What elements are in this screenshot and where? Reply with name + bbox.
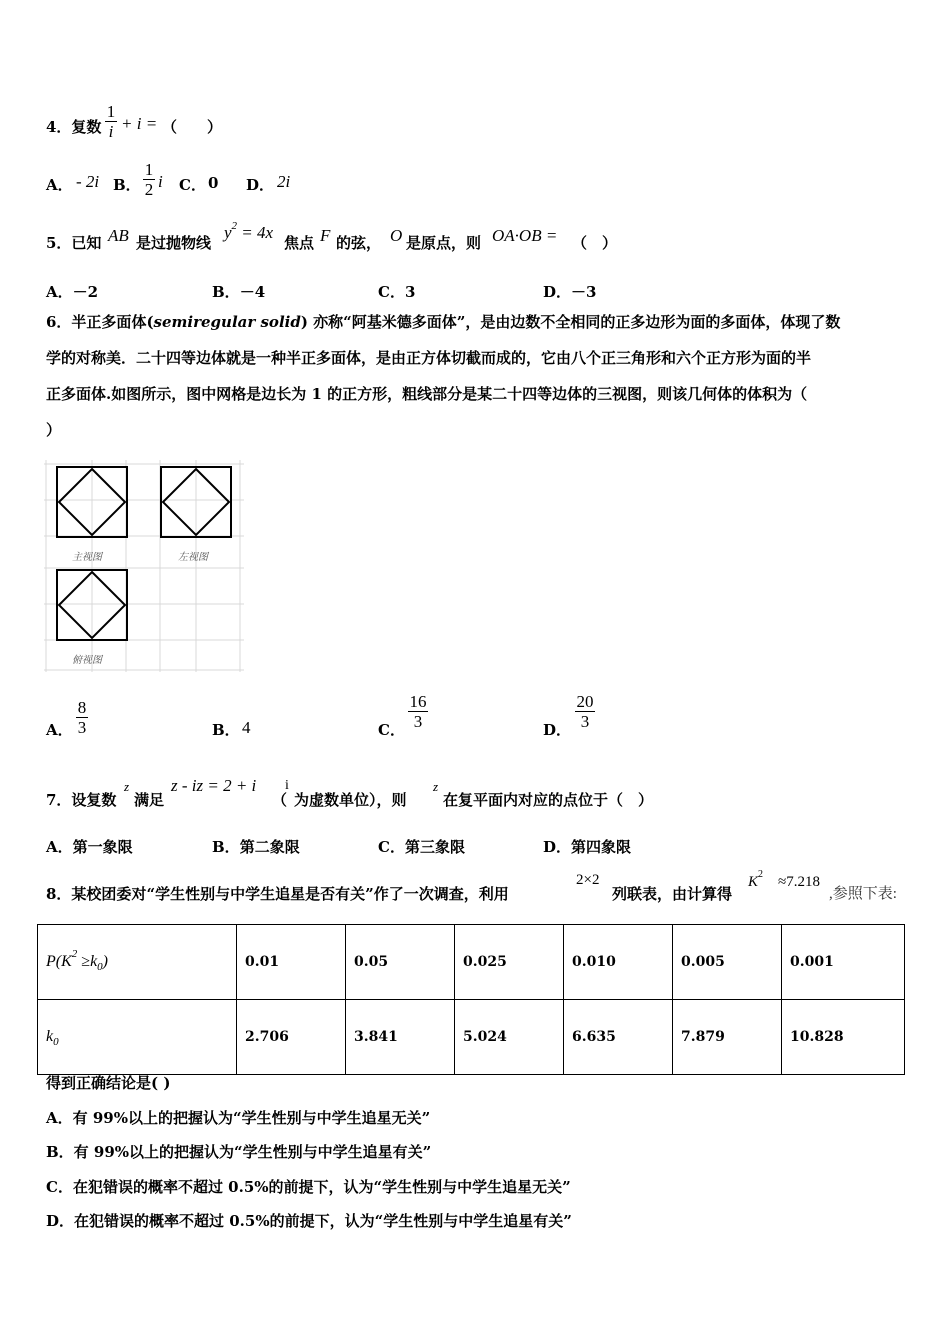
q4-prefix: 4．复数: [46, 118, 102, 136]
table-cell: 5.024: [455, 1000, 564, 1075]
q6-three-view-figure: [44, 460, 244, 672]
q4-paren: （ ）: [162, 118, 223, 136]
q4-option-b-label: B．: [113, 176, 141, 194]
q5-mid1: 是过抛物线: [136, 234, 212, 252]
table-cell: 0.05: [346, 925, 455, 1000]
q7-option-d: D．第四象限: [543, 838, 632, 856]
table-row: [38, 925, 905, 1000]
q5-dot-expression: OA·OB =: [492, 226, 558, 245]
q7-option-c: C．第三象限: [378, 838, 465, 856]
q6-stem: [46, 304, 916, 448]
q7-i-symbol: i: [285, 778, 289, 793]
q7-paren-open: （: [272, 791, 288, 809]
q6-option-d-fraction: 20 3: [576, 692, 594, 731]
q5-option-a: A．－2: [46, 283, 99, 301]
table-cell: 10.828: [782, 1000, 905, 1075]
q5-origin: O: [390, 226, 403, 245]
front-view-caption: 主视图: [72, 552, 102, 563]
q5-option-d: D．－3: [543, 283, 597, 301]
q8-option-a: A．有 99%以上的把握认为“学生性别与中学生追星无关”: [46, 1108, 431, 1127]
q4-option-c-label: C．: [179, 176, 206, 194]
q6-line-3: 正多面体.如图所示，图中网格是边长为 1 的正方形，粗线部分是某二十四等边体的三视图，则该几何体的体积为（: [46, 385, 808, 403]
q5-paren: （ ）: [572, 234, 618, 252]
q6-option-c-fraction: 16 3: [409, 692, 427, 731]
q8-option-c: C．在犯错误的概率不超过 0.5%的前提下，认为“学生性别与中学生追星无关”: [46, 1177, 571, 1196]
q5-option-c: C．3: [378, 283, 416, 301]
table-header-p: $P(K^2 \ge k_0)$: [38, 925, 237, 1000]
table-cell: 2.706: [237, 1000, 346, 1075]
q6-option-c-label: C．: [378, 721, 405, 739]
table-row: [38, 1000, 905, 1075]
q4-option-b-fraction: 1 2: [144, 160, 154, 199]
table-cell: 6.635: [564, 1000, 673, 1075]
q7-mid3: 在复平面内对应的点位于（ ）: [443, 791, 654, 809]
q7-prefix: 7．设复数: [46, 791, 117, 809]
table-cell: 3.841: [346, 1000, 455, 1075]
q4-expression: + i =: [121, 114, 158, 133]
q4-option-c-value: 0: [208, 174, 219, 192]
side-view-caption: 左视图: [178, 552, 208, 563]
q6-line-2: 学的对称美．二十四等边体就是一种半正多面体，是由正方体切截而成的，它由八个正三角形和六个正方形为面的半: [46, 349, 812, 367]
q5-option-b: B．－4: [212, 283, 266, 301]
q7-equation: z - iz = 2 + i: [171, 776, 257, 795]
table-cell: 0.005: [673, 925, 782, 1000]
table-cell: 0.010: [564, 925, 673, 1000]
q4-option-d-value: 2i: [277, 172, 291, 191]
q6-line-1: 6．半正多面体(semiregular solid) 亦称“阿基米德多面体”，是由边数不全相同的正多边形为面的多面体，体现了数: [46, 313, 841, 331]
q8-prefix: 8．某校团委对“学生性别与中学生追星是否有关”作了一次调查，利用: [46, 885, 509, 903]
q5-prefix: 5．已知: [46, 234, 102, 252]
q5-mid3: 的弦，: [336, 234, 382, 252]
q6-option-a-fraction: 8 3: [77, 698, 87, 737]
q4-option-b-tail: i: [158, 172, 163, 191]
q6-option-a-label: A．: [46, 721, 73, 739]
q8-answer-block: [46, 1066, 572, 1239]
q5-focus: F: [320, 226, 331, 245]
q8-option-b: B．有 99%以上的把握认为“学生性别与中学生追星有关”: [46, 1143, 432, 1161]
table-cell: 0.01: [237, 925, 346, 1000]
q8-mid1: 列联表，由计算得: [612, 885, 733, 903]
q4-option-a-label: A．: [46, 176, 73, 194]
q6-option-b-label: B．: [212, 721, 240, 739]
q7-mid1: 满足: [134, 791, 165, 809]
q7-option-a: A．第一象限: [46, 838, 133, 856]
q4-option-d-label: D．: [246, 176, 275, 194]
q8-option-d: D．在犯错误的概率不超过 0.5%的前提下，认为“学生性别与中学生追星有关”: [46, 1212, 572, 1230]
table-cell: 7.879: [673, 1000, 782, 1075]
q6-option-d-label: D．: [543, 721, 572, 739]
q8-conclusion: 得到正确结论是( ): [46, 1074, 171, 1092]
q7-mid2: 为虚数单位），则: [294, 791, 407, 809]
table-cell: 0.001: [782, 925, 905, 1000]
q7-z2: z: [433, 779, 439, 794]
q7-z1: z: [124, 779, 130, 794]
q6-option-b-value: 4: [242, 718, 251, 737]
q4-fraction: 1 i: [106, 102, 116, 141]
q6-line-4: ）: [46, 421, 62, 439]
q5-parabola: $y^2 = 4x$: [224, 220, 274, 242]
q8-tail: ,参照下表:: [829, 886, 897, 902]
table-header-k: $k_0$: [38, 1000, 237, 1075]
q8-table-size: 2×2: [576, 872, 600, 888]
q7-option-b: B．第二象限: [212, 838, 300, 856]
q5-mid2: 焦点: [284, 234, 315, 252]
q5-ab: AB: [108, 226, 129, 245]
top-view-caption: 俯视图: [72, 655, 102, 666]
table-cell: 0.025: [455, 925, 564, 1000]
q8-critical-value-table: [37, 924, 905, 1075]
q4-option-a-value: - 2i: [76, 172, 100, 191]
q8-k-squared: $K^2$ ≈7.218: [748, 869, 821, 890]
q5-mid4: 是原点，则: [406, 234, 482, 252]
